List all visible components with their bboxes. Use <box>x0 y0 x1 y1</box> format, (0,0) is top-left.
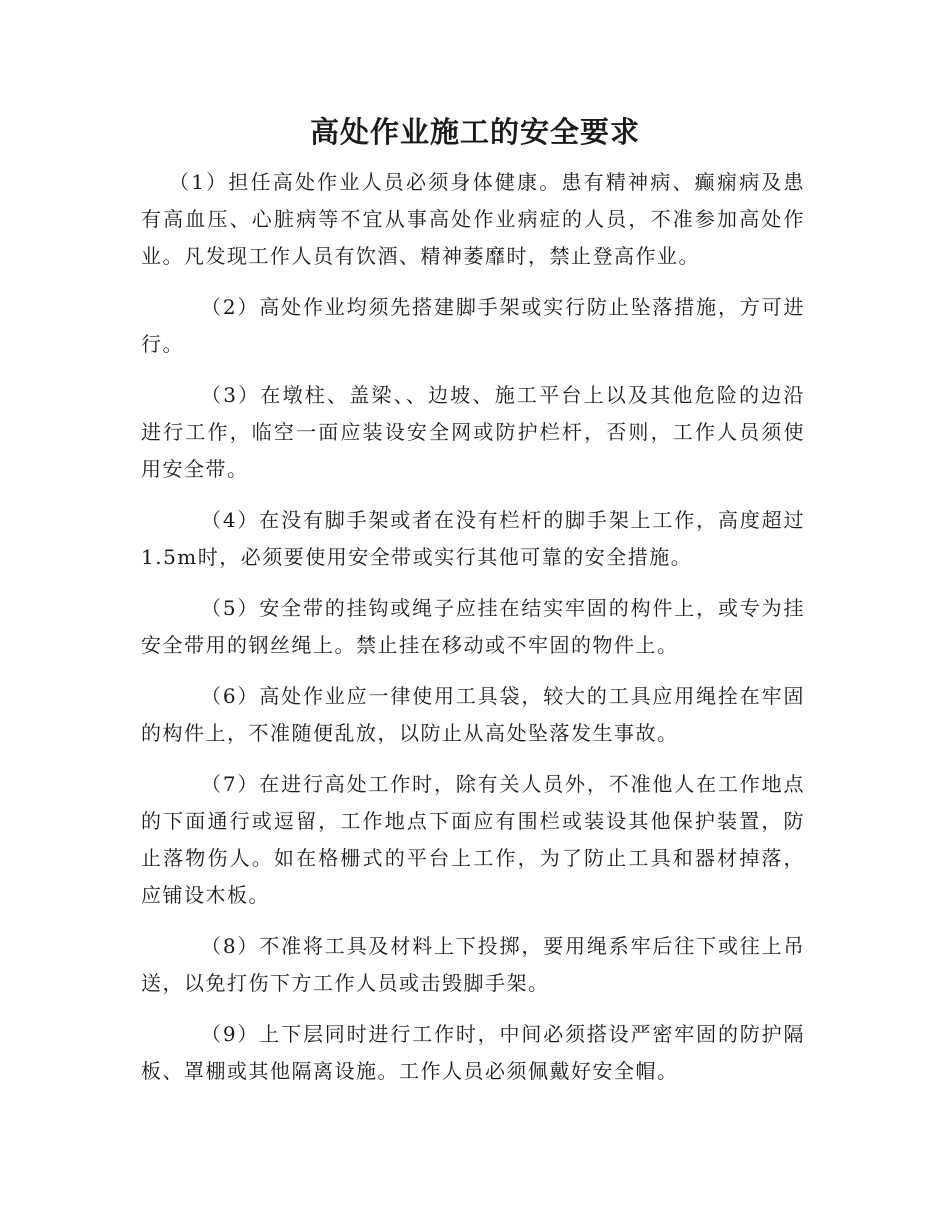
paragraph-5: （5）安全带的挂钩或绳子应挂在结实牢固的构件上，或专为挂安全带用的钢丝绳上。禁止挂在移动或不牢固的物件上。 <box>141 596 805 658</box>
paragraph-8: （8）不准将工具及材料上下投掷，要用绳系牢后往下或往上吊送，以免打伤下方工作人员或击毁脚手架。 <box>141 934 805 996</box>
paragraph-3: （3）在墩柱、盖梁、、边坡、施工平台上以及其他危险的边沿进行工作，临空一面应装设安全网或防护栏杆，否则，工作人员须使用安全带。 <box>141 383 805 482</box>
paragraph-6: （6）高处作业应一律使用工具袋，较大的工具应用绳拴在牢固的构件上，不准随便乱放，以防止从高处坠落发生事故。 <box>141 683 805 746</box>
paragraph-7: （7）在进行高处工作时，除有关人员外，不准他人在工作地点的下面通行或逗留，工作地点下面应有围栏或装设其他保护装置，防止落物伤人。如在格栅式的平台上工作，为了防止工具和器材掉落，应铺设木板。 <box>141 771 805 908</box>
paragraph-4: （4）在没有脚手架或者在没有栏杆的脚手架上工作，高度超过1.5m时，必须要使用安全带或实行其他可靠的安全措施。 <box>141 508 805 570</box>
document-title: 高处作业施工的安全要求 <box>309 115 640 149</box>
paragraph-1: （1）担任高处作业人员必须身体健康。患有精神病、癫痫病及患有高血压、心脏病等不宜从事高处作业病症的人员，不准参加高处作业。凡发现工作人员有饮酒、精神萎靡时，禁止登高作业。 <box>141 170 805 269</box>
paragraph-9: （9）上下层同时进行工作时，中间必须搭设严密牢固的防护隔板、罩棚或其他隔离设施。工作人员必须佩戴好安全帽。 <box>141 1022 805 1084</box>
document-body <box>141 164 805 1090</box>
paragraph-2: （2）高处作业均须先搭建脚手架或实行防止坠落措施，方可进行。 <box>141 295 805 357</box>
